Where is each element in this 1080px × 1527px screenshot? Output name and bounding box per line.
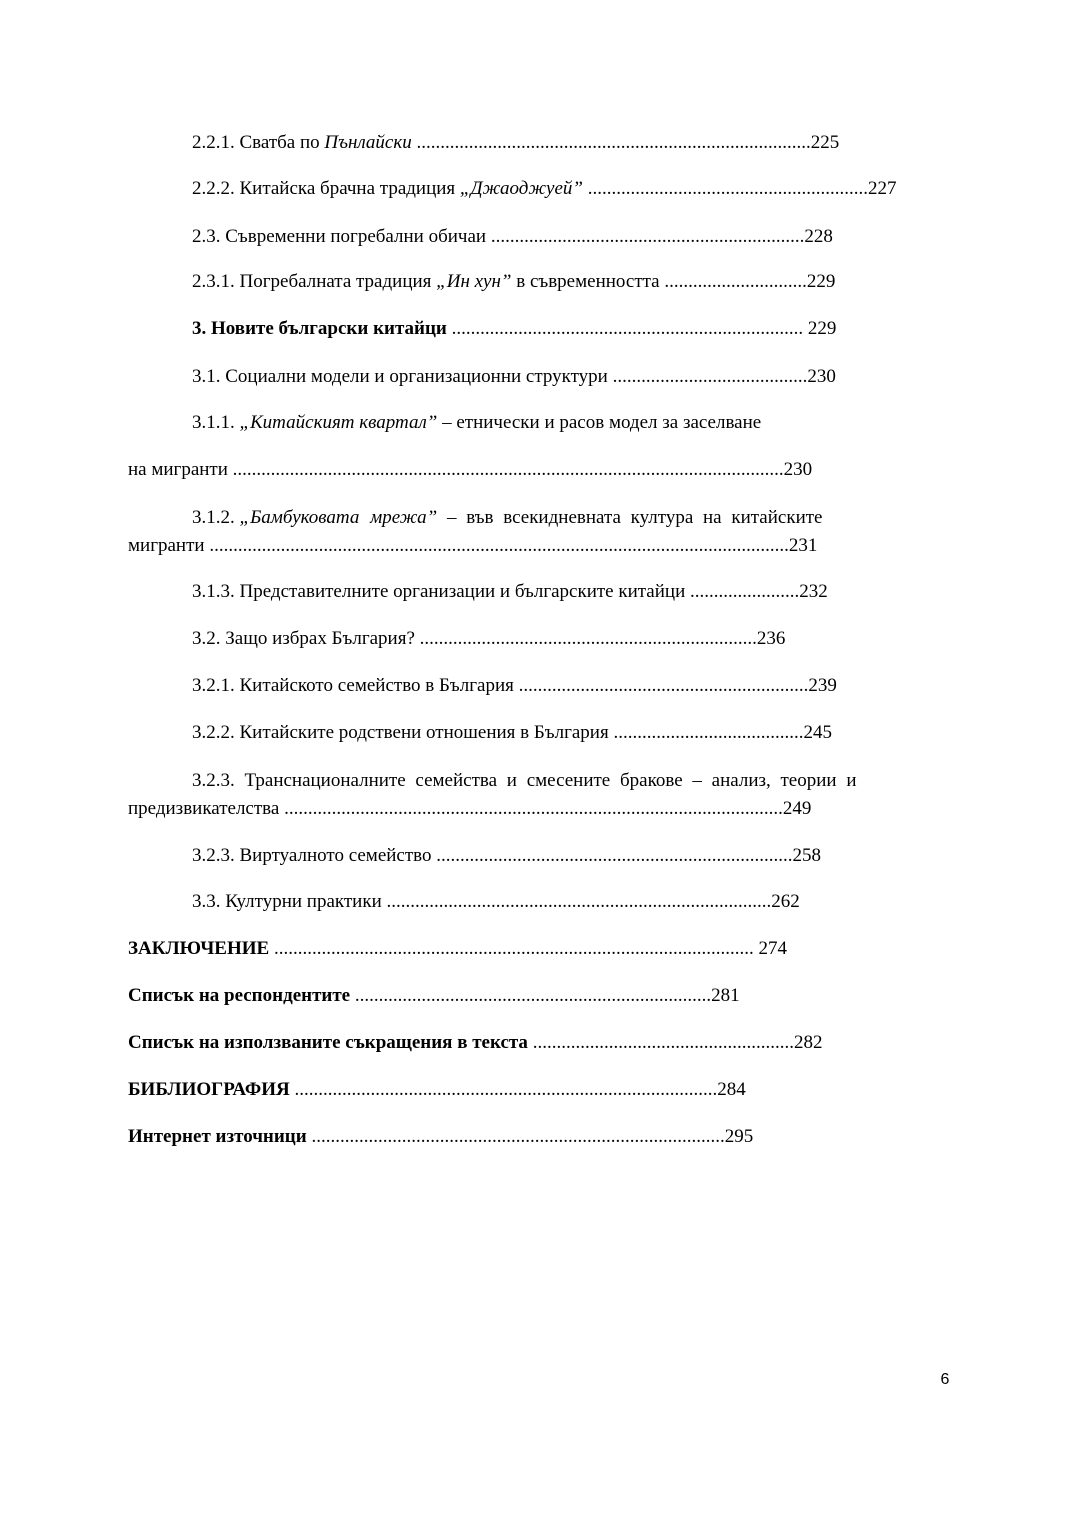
toc-entry[interactable] bbox=[128, 1078, 746, 1102]
toc-leader-dots: .................................................................. bbox=[490, 226, 805, 247]
toc-title: ЗАКЛЮЧЕНИЕ bbox=[128, 938, 270, 959]
toc-title: Китайските родствени отношения в България bbox=[239, 722, 609, 743]
toc-leader-dots: .................................................................................................................... bbox=[232, 459, 784, 480]
toc-entry-continuation bbox=[128, 797, 811, 821]
toc-title: Списък на респондентите bbox=[128, 985, 351, 1006]
toc-title: Сватба по bbox=[239, 132, 325, 153]
toc-number: 2.3.1. bbox=[192, 271, 235, 292]
toc-title: Съвременни погребални обичаи bbox=[225, 226, 487, 247]
toc-entry[interactable] bbox=[128, 1125, 753, 1149]
toc-number: 3.2.3. bbox=[192, 845, 235, 866]
toc-page: 228 bbox=[804, 226, 833, 247]
toc-number: 3.2.3. bbox=[192, 770, 235, 791]
toc-entry[interactable] bbox=[192, 580, 828, 604]
toc-title: Социални модели и организационни структури bbox=[225, 366, 608, 387]
toc-page: 225 bbox=[810, 132, 840, 153]
toc-leader-dots: ....................... bbox=[690, 581, 800, 602]
toc-entry[interactable] bbox=[128, 984, 740, 1008]
toc-leader-dots: ....................................................................................... bbox=[311, 1126, 725, 1147]
toc-page: 245 bbox=[803, 722, 832, 743]
toc-entry[interactable] bbox=[192, 270, 835, 294]
toc-title-italic: „Китайският квартал” bbox=[239, 412, 438, 433]
toc-entry[interactable] bbox=[192, 225, 833, 249]
toc-title: Списък на използваните съкращения в текста bbox=[128, 1032, 528, 1053]
toc-title: Новите български китайци bbox=[211, 318, 447, 339]
toc-title-continuation: предизвикателства bbox=[128, 798, 280, 819]
toc-number: 3.2.2. bbox=[192, 722, 235, 743]
toc-title: Китайска брачна традиция bbox=[239, 178, 460, 199]
toc-number: 3.1.2. bbox=[192, 507, 235, 528]
toc-leader-dots: ......................................................................................................... bbox=[284, 798, 783, 819]
toc-leader-dots: ................................................................................. bbox=[386, 891, 772, 912]
toc-title-rest: – във всекидневната култура на китайските bbox=[437, 507, 823, 528]
toc-number: 3.1.3. bbox=[192, 581, 235, 602]
toc-leader-dots: .......................................................................... bbox=[451, 318, 804, 339]
toc-entry[interactable] bbox=[128, 1031, 822, 1055]
toc-leader-dots: ....................................................................... bbox=[419, 628, 757, 649]
toc-title: Представителните организации и българските китайци bbox=[239, 581, 686, 602]
toc-page: 282 bbox=[793, 1032, 823, 1053]
toc-title: Интернет източници bbox=[128, 1126, 307, 1147]
toc-page: 236 bbox=[756, 628, 786, 649]
toc-leader-dots: ......................................................................................... bbox=[294, 1079, 718, 1100]
page-number: 6 bbox=[940, 1371, 950, 1388]
toc-entry[interactable] bbox=[192, 721, 832, 745]
toc-entry[interactable] bbox=[192, 627, 785, 651]
toc-entry[interactable] bbox=[192, 411, 761, 435]
toc-entry[interactable] bbox=[192, 177, 896, 201]
toc-entry[interactable] bbox=[192, 769, 857, 793]
toc-page: 249 bbox=[782, 798, 812, 819]
toc-leader-dots: ............................................................. bbox=[518, 675, 809, 696]
toc-page: 229 bbox=[807, 318, 837, 339]
toc-leader-dots: ........................................ bbox=[613, 722, 804, 743]
toc-title-rest: в съвременността bbox=[511, 271, 660, 292]
toc-entry[interactable] bbox=[192, 131, 839, 155]
toc-page: 227 bbox=[867, 178, 897, 199]
toc-title-italic: Пънлайски bbox=[324, 132, 412, 153]
toc-page: 281 bbox=[711, 985, 740, 1006]
toc-leader-dots: ..................................................................................................... bbox=[273, 938, 754, 959]
toc-entry-continuation bbox=[128, 534, 817, 558]
toc-page: 230 bbox=[783, 459, 813, 480]
toc-entry[interactable] bbox=[128, 937, 787, 961]
toc-leader-dots: ........................................................................... bbox=[436, 845, 793, 866]
toc-leader-dots: ......................................... bbox=[612, 366, 808, 387]
toc-page: 295 bbox=[724, 1126, 754, 1147]
toc-title-continuation: на мигранти bbox=[128, 459, 228, 480]
toc-entry[interactable] bbox=[192, 844, 821, 868]
toc-number: 2.2.2. bbox=[192, 178, 235, 199]
toc-title-rest: – етнически и расов модел за заселване bbox=[437, 412, 762, 433]
toc-leader-dots: ....................................................... bbox=[532, 1032, 794, 1053]
toc-title: Транснационалните семейства и смесените бракове – анализ, теории и bbox=[244, 770, 857, 791]
toc-title: Виртуалното семейство bbox=[239, 845, 432, 866]
toc-number: 3.2.1. bbox=[192, 675, 235, 696]
toc-page: 232 bbox=[799, 581, 828, 602]
toc-page: 262 bbox=[771, 891, 800, 912]
toc-number: 3. bbox=[192, 318, 207, 339]
toc-leader-dots: ................................................................................... bbox=[416, 132, 811, 153]
toc-number: 3.3. bbox=[192, 891, 221, 912]
toc-number: 3.2. bbox=[192, 628, 221, 649]
toc-page: 274 bbox=[758, 938, 787, 959]
toc-number: 2.2.1. bbox=[192, 132, 235, 153]
toc-page: 230 bbox=[807, 366, 836, 387]
toc-title-italic: „Бамбуковата мрежа” bbox=[239, 507, 438, 528]
toc-title-continuation: мигранти bbox=[128, 535, 205, 556]
toc-entry[interactable] bbox=[192, 365, 836, 389]
toc-page: 239 bbox=[808, 675, 837, 696]
toc-leader-dots: .......................................................................................................................... bbox=[209, 535, 789, 556]
toc-leader-dots: .............................. bbox=[664, 271, 807, 292]
toc-title: Китайското семейство в България bbox=[239, 675, 514, 696]
toc-page: 284 bbox=[717, 1079, 746, 1100]
toc-page: 231 bbox=[788, 535, 818, 556]
toc-title-italic: „Ин хун” bbox=[436, 271, 512, 292]
toc-title: Защо избрах България? bbox=[225, 628, 415, 649]
toc-entry-continuation bbox=[128, 458, 812, 482]
toc-page: 258 bbox=[792, 845, 821, 866]
toc-title: Погребалната традиция bbox=[239, 271, 437, 292]
toc-entry[interactable] bbox=[192, 674, 837, 698]
toc-page: 229 bbox=[806, 271, 836, 292]
toc-entry[interactable] bbox=[192, 890, 800, 914]
toc-leader-dots: ........................................................... bbox=[587, 178, 868, 199]
toc-title: БИБЛИОГРАФИЯ bbox=[128, 1079, 290, 1100]
toc-title: Културни практики bbox=[225, 891, 382, 912]
toc-entry[interactable] bbox=[192, 317, 836, 341]
toc-entry[interactable] bbox=[192, 506, 951, 530]
toc-number: 3.1.1. bbox=[192, 412, 235, 433]
toc-number: 3.1. bbox=[192, 366, 221, 387]
toc-number: 2.3. bbox=[192, 226, 221, 247]
toc-title-italic: „Джаоджуей” bbox=[459, 178, 583, 199]
toc-leader-dots: ........................................................................... bbox=[354, 985, 712, 1006]
